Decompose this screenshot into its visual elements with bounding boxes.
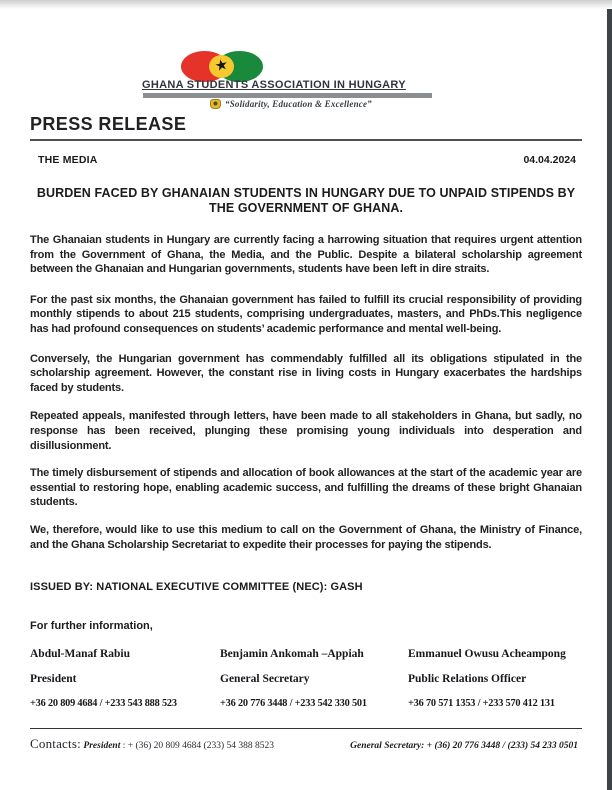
page-right-edge <box>607 9 612 790</box>
logo-divider-bar <box>143 93 432 98</box>
footer-secretary-contact: General Secretary: + (36) 20 776 3448 / (233) 54 233 0501 <box>350 741 578 752</box>
headline: BURDEN FACED BY GHANAIAN STUDENTS IN HUNGARY DUE TO UNPAID STIPENDS BY THE GOVERNMENT OF GHANA. <box>36 186 576 215</box>
footer-contacts-row <box>30 736 582 752</box>
meta-row <box>30 154 582 166</box>
contact-name: Benjamin Ankomah –Appiah <box>220 648 364 661</box>
motto-text: “Solidarity, Education & Excellence” <box>225 99 372 109</box>
paragraph-1: The Ghanaian students in Hungary are currently facing a harrowing situation that requires urgent attention from the Government of Ghana, the Media, and the Public. Despite a bilateral scholarship agreement between the Ghanaian and Hungarian governments, students have been left in dire straits. <box>30 234 582 276</box>
paragraph-6: We, therefore, would like to use this medium to call on the Government of Ghana, the Ministry of Finance, and the Ghana Scholarship Secretariat to expedite their processes for paying the stipends. <box>30 523 582 551</box>
footer-president-contact <box>30 736 274 752</box>
logo-yellow-circle <box>209 55 234 78</box>
contact-general-secretary <box>220 648 408 709</box>
footer-contacts-label: Contacts: <box>30 736 81 752</box>
paragraph-5: The timely disbursement of stipends and allocation of book allowances at the start of the academic year are essential to restoring hope, enabling academic success, and fulfilling the dreams of these bright Ghanaian students. <box>30 467 582 509</box>
footer-president-value: : + (36) 20 809 4684 (233) 54 388 8523 <box>120 741 275 752</box>
document-body <box>0 114 612 752</box>
contact-pro <box>408 648 582 709</box>
motto-crest-icon <box>210 99 221 109</box>
contact-name: Abdul-Manaf Rabiu <box>30 648 131 661</box>
contact-title: Public Relations Officer <box>408 673 527 686</box>
contact-grid <box>30 648 582 709</box>
footer-rule <box>30 728 582 729</box>
issued-by-line: ISSUED BY: NATIONAL EXECUTIVE COMMITTEE (NEC): GASH <box>30 581 363 594</box>
contact-phone: +36 70 571 1353 / +233 570 412 131 <box>408 698 555 710</box>
contact-name: Emmanuel Owusu Acheampong <box>408 648 566 661</box>
motto-row <box>210 99 372 109</box>
date-label: 04.04.2024 <box>523 154 576 166</box>
contact-title: General Secretary <box>220 673 310 686</box>
contact-president <box>30 648 220 709</box>
recipient-label: THE MEDIA <box>38 154 98 166</box>
paragraph-2: For the past six months, the Ghanaian government has failed to fulfill its crucial responsibility of providing monthly stipends to about 215 students, comprising undergraduates, masters, and PhDs.This negligence has had profound consequences on students’ academic performance and mental well-being. <box>30 293 582 335</box>
contact-title: President <box>30 673 77 686</box>
further-info-label: For further information, <box>30 620 153 633</box>
title-rule <box>30 139 582 141</box>
press-release-title: PRESS RELEASE <box>30 114 187 134</box>
org-logo-header <box>0 0 612 114</box>
paragraph-3: Conversely, the Hungarian government has commendably fulfilled all its obligations stipulated in the scholarship agreement. However, the constant rise in living costs in Hungary exacerbates the hardships faced by students. <box>30 352 582 394</box>
contact-phone: +36 20 776 3448 / +233 542 330 501 <box>220 698 367 710</box>
paragraph-4: Repeated appeals, manifested through letters, have been made to all stakeholders in Ghana, but sadly, no response has been received, plunging these promising young individuals into desperation and disillusionment. <box>30 410 582 452</box>
contact-phone: +36 20 809 4684 / +233 543 888 523 <box>30 698 177 710</box>
footer-president-label: President <box>83 741 121 752</box>
org-name: GHANA STUDENTS ASSOCIATION IN HUNGARY <box>142 79 406 91</box>
black-star-icon: ★ <box>212 55 230 76</box>
